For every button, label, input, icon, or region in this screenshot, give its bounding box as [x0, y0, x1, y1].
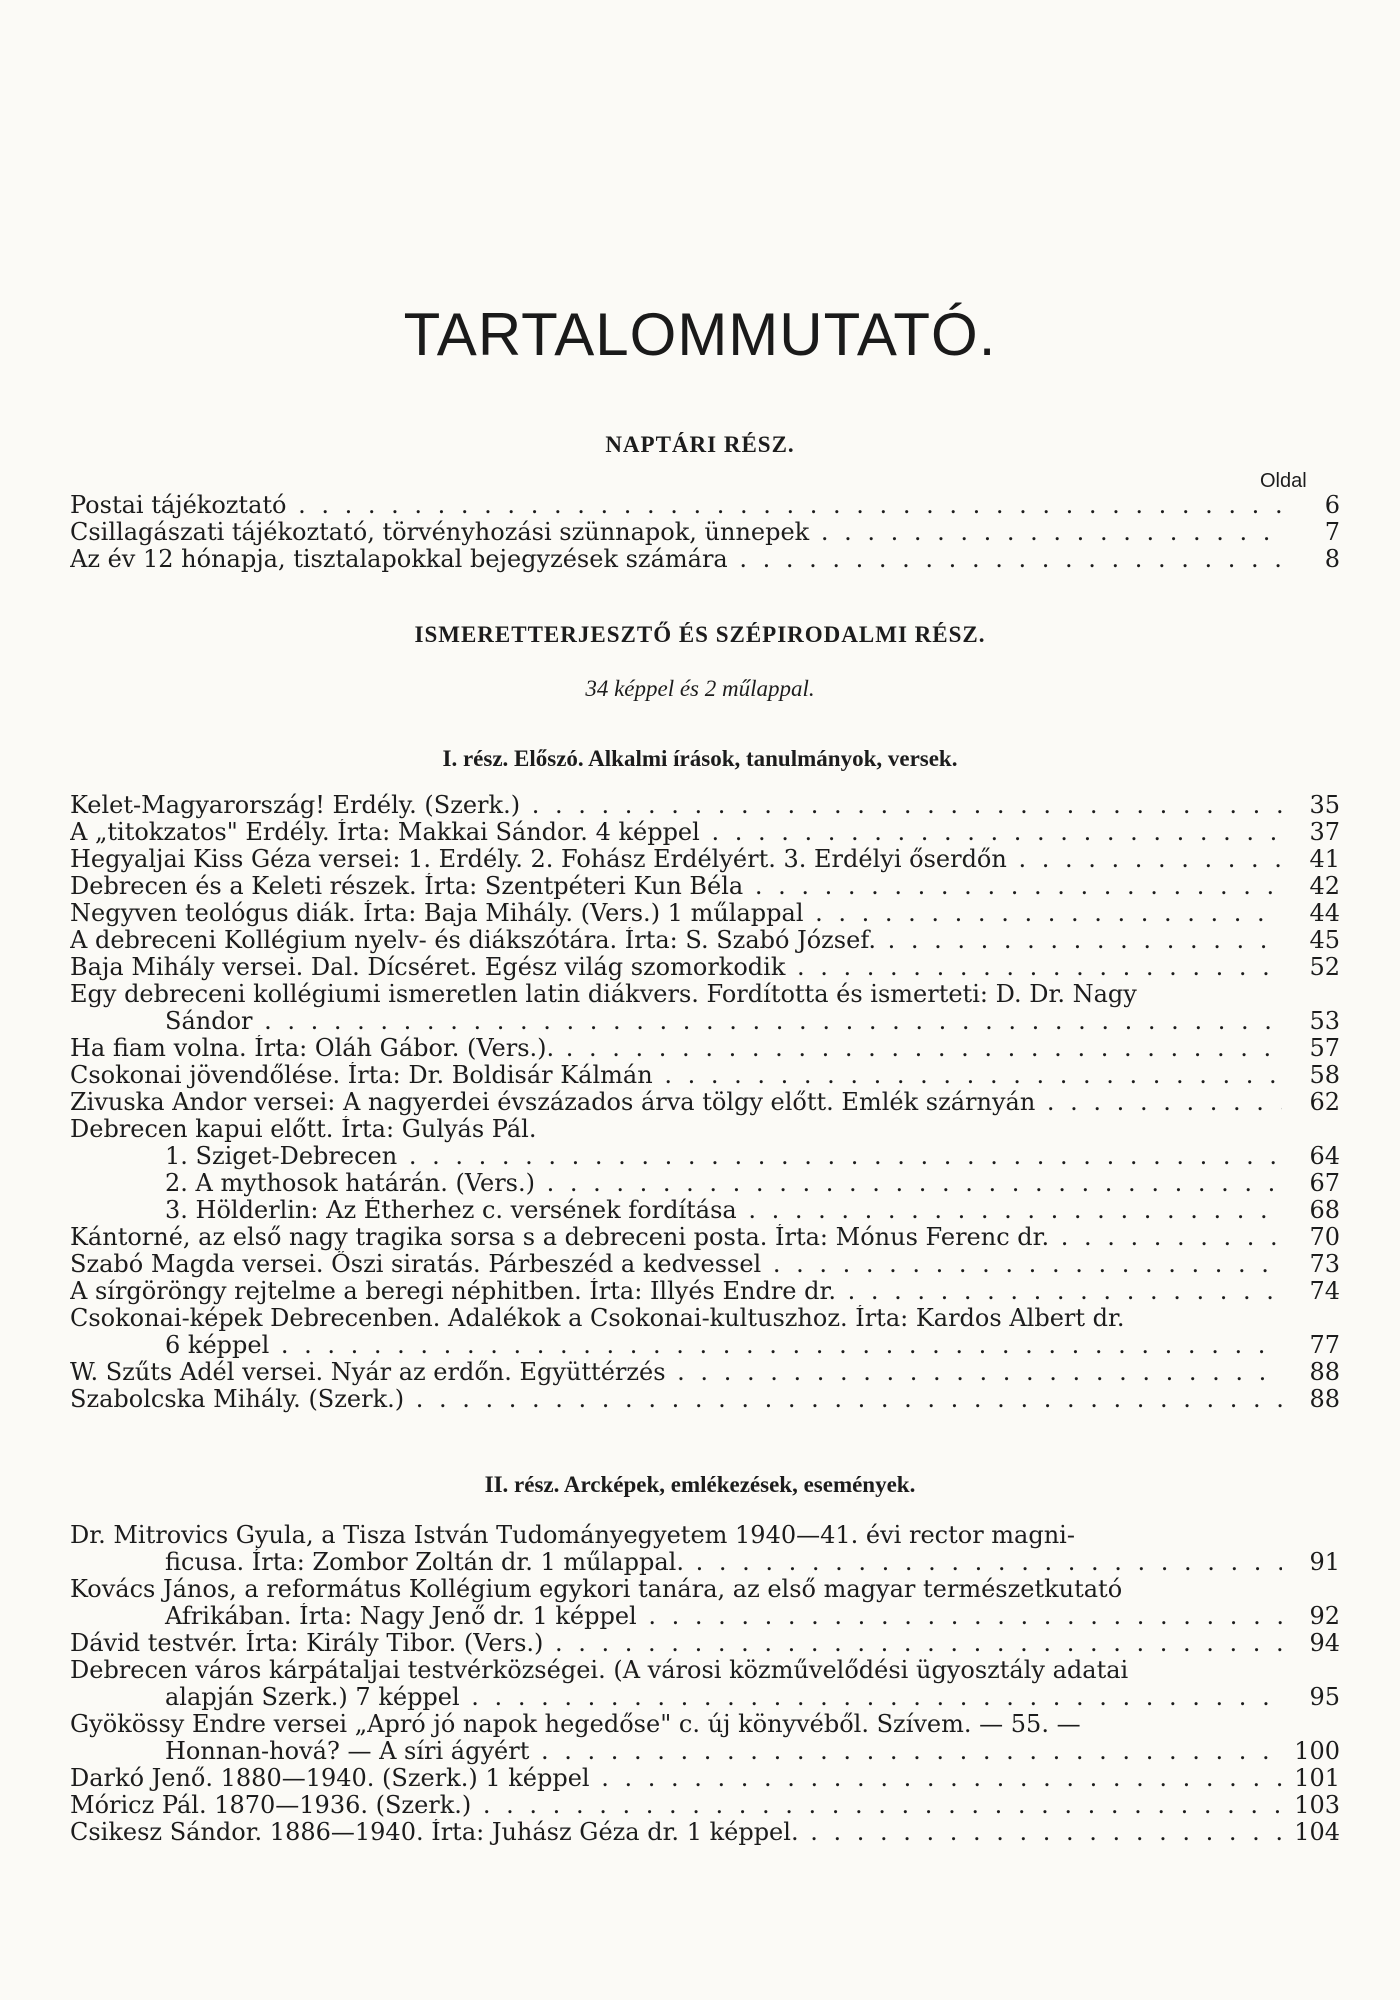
toc-subentry: 2. A mythosok határán. (Vers.) . . . 67 — [70, 1170, 1340, 1197]
page-column-label: Oldal — [1260, 470, 1307, 492]
toc-entry: Negyven teológus diák. Írta: Baja Mihály. (Vers.) 1 műlappal . . . 44 — [70, 900, 1340, 927]
page-title: TARTALOMMUTATÓ. — [403, 301, 997, 368]
toc-entry: A „titokzatos" Erdély. Írta: Makkai Sándor. 4 képpel . . . 37 — [70, 819, 1340, 846]
part1-heading: I. rész. Előszó. Alkalmi írások, tanulmányok, versek. — [442, 746, 958, 771]
toc-entry: Debrecen és a Keleti részek. Írta: Szentpéteri Kun Béla . . . 42 — [70, 873, 1340, 900]
toc-entry: Darkó Jenő. 1880—1940. (Szerk.) 1 képpel . . . 101 — [70, 1765, 1340, 1792]
calendar-toc — [70, 492, 1340, 573]
toc-entry: Dávid testvér. Írta: Király Tibor. (Vers.) . . . 94 — [70, 1630, 1340, 1657]
literary-section-heading: ISMERETTERJESZTŐ ÉS SZÉPIRODALMI RÉSZ. — [414, 622, 986, 647]
toc-subentry: 3. Hölderlin: Az Étherhez c. versének fordítása . . . 68 — [70, 1197, 1340, 1224]
toc-entry: Csillagászati tájékoztató, törvényhozási szünnapok, ünnepek . . . 7 — [70, 519, 1340, 546]
toc-entry-continuation: Afrikában. Írta: Nagy Jenő dr. 1 képpel . . . 92 — [70, 1603, 1340, 1630]
toc-entry: Csokonai jövendőlése. Írta: Dr. Boldisár Kálmán . . . 58 — [70, 1062, 1340, 1089]
calendar-section-heading: NAPTÁRI RÉSZ. — [605, 432, 795, 457]
toc-entry: Kántorné, az első nagy tragika sorsa s a debreceni posta. Írta: Mónus Ferenc dr. . . . 70 — [70, 1224, 1340, 1251]
toc-entry: Szabolcska Mihály. (Szerk.) . . . 88 — [70, 1386, 1340, 1413]
toc-entry: Szabó Magda versei. Őszi siratás. Párbeszéd a kedvessel . . . 73 — [70, 1251, 1340, 1278]
toc-entry: Hegyaljai Kiss Géza versei: 1. Erdély. 2. Fohász Erdélyért. 3. Erdélyi őserdőn . . . 41 — [70, 846, 1340, 873]
toc-entry-continuation: Honnan-hová? — A síri ágyért . . . 100 — [70, 1738, 1340, 1765]
toc-entry: Csokonai-képek Debrecenben. Adalékok a Csokonai-kultuszhoz. Írta: Kardos Albert dr. — [70, 1305, 1125, 1332]
toc-entry: Debrecen város kárpátaljai testvérközségei. (A városi közművelődési ügyosztály adatai — [70, 1657, 1129, 1684]
part2-heading: II. rész. Arcképek, emlékezések, események. — [484, 1472, 916, 1497]
toc-entry-continuation: ficusa. Írta: Zombor Zoltán dr. 1 műlappal. . . . 91 — [70, 1549, 1340, 1576]
toc-entry: Debrecen kapui előtt. Írta: Gulyás Pál. — [70, 1116, 537, 1143]
toc-entry-continuation: Sándor . . . 53 — [70, 1008, 1340, 1035]
literary-subheading: 34 képpel és 2 műlappal. — [585, 676, 815, 701]
toc-subentry: 1. Sziget-Debrecen . . . 64 — [70, 1143, 1340, 1170]
toc-entry: A sírgöröngy rejtelme a beregi néphitben. Írta: Illyés Endre dr. . . . 74 — [70, 1278, 1340, 1305]
toc-entry: A debreceni Kollégium nyelv- és diákszótára. Írta: S. Szabó József. . . . 45 — [70, 927, 1340, 954]
toc-entry: Kelet-Magyarország! Erdély. (Szerk.) . . . 35 — [70, 792, 1340, 819]
toc-entry: Baja Mihály versei. Dal. Dícséret. Egész világ szomorkodik . . . 52 — [70, 954, 1340, 981]
toc-entry-continuation: 6 képpel . . . 77 — [70, 1332, 1340, 1359]
toc-entry: Ha fiam volna. Írta: Oláh Gábor. (Vers.). . . . 57 — [70, 1035, 1340, 1062]
toc-entry-continuation: alapján Szerk.) 7 képpel . . . 95 — [70, 1684, 1340, 1711]
toc-entry: Egy debreceni kollégiumi ismeretlen latin diákvers. Fordította és ismerteti: D. Dr. Nagy — [70, 981, 1137, 1008]
toc-entry: Az év 12 hónapja, tisztalapokkal bejegyzések számára . . . 8 — [70, 546, 1340, 573]
toc-entry: Zivuska Andor versei: A nagyerdei évszázados árva tölgy előtt. Emlék szárnyán . . . 62 — [70, 1089, 1340, 1116]
toc-entry: Kovács János, a református Kollégium egykori tanára, az első magyar természetkutató — [70, 1576, 1123, 1603]
toc-entry: Postai tájékoztató . . . 6 — [70, 492, 1340, 519]
part1-toc — [70, 792, 1340, 1413]
toc-entry: Dr. Mitrovics Gyula, a Tisza István Tudományegyetem 1940—41. évi rector magni- — [70, 1522, 1075, 1549]
part2-toc — [70, 1522, 1340, 1846]
toc-entry: W. Szűts Adél versei. Nyár az erdőn. Együttérzés . . . 88 — [70, 1359, 1340, 1386]
toc-entry: Móricz Pál. 1870—1936. (Szerk.) . . . 103 — [70, 1792, 1340, 1819]
toc-entry: Gyökössy Endre versei „Apró jó napok hegedőse" c. új könyvéből. Szívem. — 55. — — [70, 1711, 1081, 1738]
toc-entry: Csikesz Sándor. 1886—1940. Írta: Juhász Géza dr. 1 képpel. . . . 104 — [70, 1819, 1340, 1846]
